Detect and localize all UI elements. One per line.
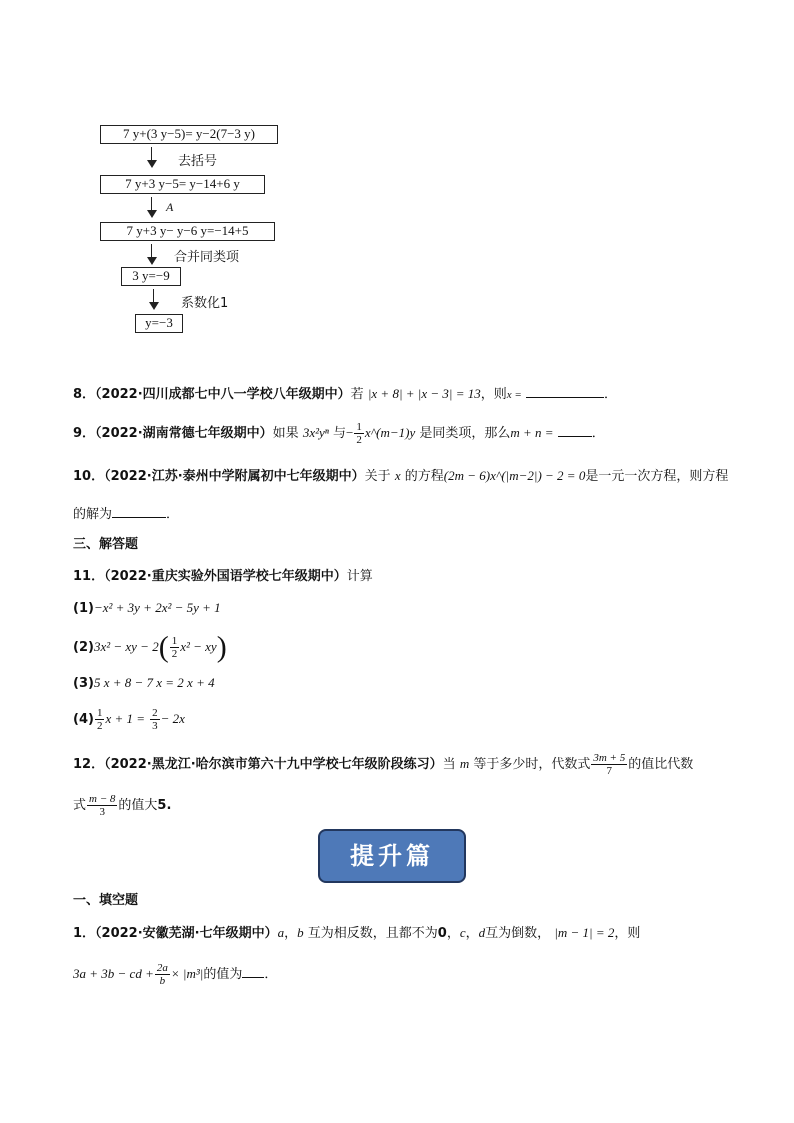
text: 是一元一次方程，则方程 [585, 469, 729, 484]
text: 的方程 [404, 469, 444, 484]
math-var: c [459, 925, 466, 940]
question-12 [73, 752, 693, 777]
question-source: （2022·四川成都七中八一学校八年级期中） [95, 387, 351, 402]
math-expression: x² − xy [180, 639, 217, 654]
question-number: 1． [73, 926, 96, 941]
question-10-line-2 [73, 503, 179, 525]
text: . [166, 798, 172, 813]
math-expression: m + n = [510, 425, 554, 440]
section-banner: 提升篇 [318, 829, 466, 883]
question-11 [73, 567, 373, 587]
question-number: 9． [73, 426, 96, 441]
text: ． [591, 426, 605, 441]
question-10 [73, 466, 728, 487]
math-expression: |m − 1| = 2 [554, 925, 615, 940]
down-arrow-icon [147, 244, 157, 266]
math-expression: −x² + 3y + 2x² − 5y + 1 [93, 600, 221, 615]
math-expression: 5 x + 8 − 7 x = 2 x + 4 [93, 675, 215, 690]
text: ． [264, 967, 278, 982]
question-11-part-4 [73, 707, 185, 732]
flow-step-5: y=−3 [135, 314, 183, 333]
text: ， [446, 926, 460, 941]
part-label: (1) [73, 601, 94, 616]
answer-blank[interactable] [558, 422, 592, 437]
fraction: $\frac{1}{2}$ [96, 707, 103, 732]
math-equation: (2m − 6)x^(|m−2|) − 2 = 0 [443, 468, 586, 483]
question-number: 12． [73, 757, 105, 772]
question-number: 11． [73, 569, 105, 584]
math-expression: − 2x [160, 711, 185, 726]
flow-label-2: A [166, 200, 174, 214]
flow-step-4: 3 y=−9 [121, 267, 181, 286]
answer-blank[interactable] [526, 383, 604, 398]
section-heading: 三、解答题 [73, 537, 139, 552]
answer-blank[interactable] [242, 963, 264, 978]
question-8 [73, 383, 617, 405]
question-11-part-2: (2)3x² − xy − 2( $\frac{1}{2}$ x² − xy) [73, 630, 227, 664]
question-source: （2022·湖南常德七年级期中） [95, 426, 273, 441]
fraction: $\frac{1}{2}$ [171, 635, 178, 660]
flow-label-1: 去括号 [178, 154, 218, 169]
question-11-part-3 [73, 673, 215, 694]
fraction: $\frac{1}{2}$ [356, 421, 362, 446]
text: 是同类项，那么 [419, 426, 511, 441]
text: 关于 [364, 469, 391, 484]
text: 与 [333, 426, 347, 441]
math-var: m [459, 756, 470, 771]
flow-step-3: 7 y+3 y− y−6 y=−14+5 [100, 222, 275, 241]
math-term-1: 3x²yⁿ [302, 425, 329, 440]
text: 的解为 [73, 507, 113, 522]
math-expression: x + 1 = [105, 711, 146, 726]
question-1-line-2 [73, 962, 277, 987]
value: 0 [437, 926, 447, 941]
math-var: x = [506, 389, 522, 401]
question-source: （2022·江苏·泰州中学附属初中七年级期中） [104, 469, 365, 484]
part-label: (2) [73, 640, 94, 655]
math-expression: 3x² − xy − 2 [93, 639, 159, 654]
question-source: （2022·黑龙江·哈尔滨市第六十九中学校七年级阶段练习） [104, 757, 443, 772]
text: 若 [350, 387, 364, 402]
flow-label-3: 合并同类项 [174, 250, 240, 265]
text: 的值比代数 [628, 757, 694, 772]
down-arrow-icon [149, 289, 159, 311]
fraction: $\frac{m - 8}{3}$ [89, 793, 116, 818]
value: 5 [157, 798, 167, 813]
math-var: d [478, 925, 486, 940]
fraction: $\frac{2}{3}$ [152, 707, 158, 732]
text: ． [603, 387, 617, 402]
text: 如果 [272, 426, 299, 441]
question-11-part-1 [73, 598, 221, 619]
question-9: 9．（2022·湖南常德七年级期中）如果 3x²yⁿ 与− $\frac{1}{2}$ x^(m−1)y 是同类项，那么m + n = ． [73, 421, 605, 446]
text: 式 [73, 798, 87, 813]
question-source: （2022·安徽芜湖·七年级期中） [95, 926, 278, 941]
part-label: (3) [73, 676, 94, 691]
question-source: （2022·重庆实验外国语学校七年级期中） [104, 569, 347, 584]
text: ， [284, 926, 298, 941]
math-expression: |x + 8| + |x − 3| = 13 [367, 386, 481, 401]
down-arrow-icon [147, 197, 157, 219]
text: ，则 [614, 926, 641, 941]
section-heading: 一、填空题 [73, 893, 139, 908]
flow-step-1: 7 y+(3 y−5)= y−2(7−3 y) [100, 125, 278, 144]
text: ． [166, 507, 180, 522]
question-number: 10． [73, 469, 105, 484]
math-expression: × |m³| [170, 966, 204, 981]
part-label: (4) [73, 712, 94, 727]
flow-label-4: 系数化1 [181, 296, 229, 311]
text: 互为倒数， [485, 926, 551, 941]
flow-step-2: 7 y+3 y−5= y−14+6 y [100, 175, 265, 194]
fraction: $\frac{3m + 5}{7}$ [593, 752, 626, 777]
math-var: x [394, 468, 401, 483]
text: ， [465, 926, 479, 941]
math-var: a [277, 925, 285, 940]
question-1 [73, 923, 640, 944]
math-var: b [297, 925, 304, 940]
text: 等于多少时，代数式 [473, 757, 591, 772]
question-12-line-2 [73, 793, 171, 818]
answer-blank[interactable] [112, 503, 166, 518]
text: ，则 [480, 387, 507, 402]
fraction: $\frac{2a}{b}$ [156, 962, 168, 987]
text: 当 [442, 757, 456, 772]
text: 的值大 [118, 798, 158, 813]
math-term-2: x^(m−1)y [364, 425, 416, 440]
text: 互为相反数，且都不为 [307, 926, 438, 941]
text: 的值为 [203, 967, 243, 982]
question-number: 8． [73, 387, 96, 402]
math-expression: 3a + 3b − cd + [73, 966, 154, 981]
text: 计算 [346, 569, 373, 584]
down-arrow-icon [147, 147, 157, 169]
